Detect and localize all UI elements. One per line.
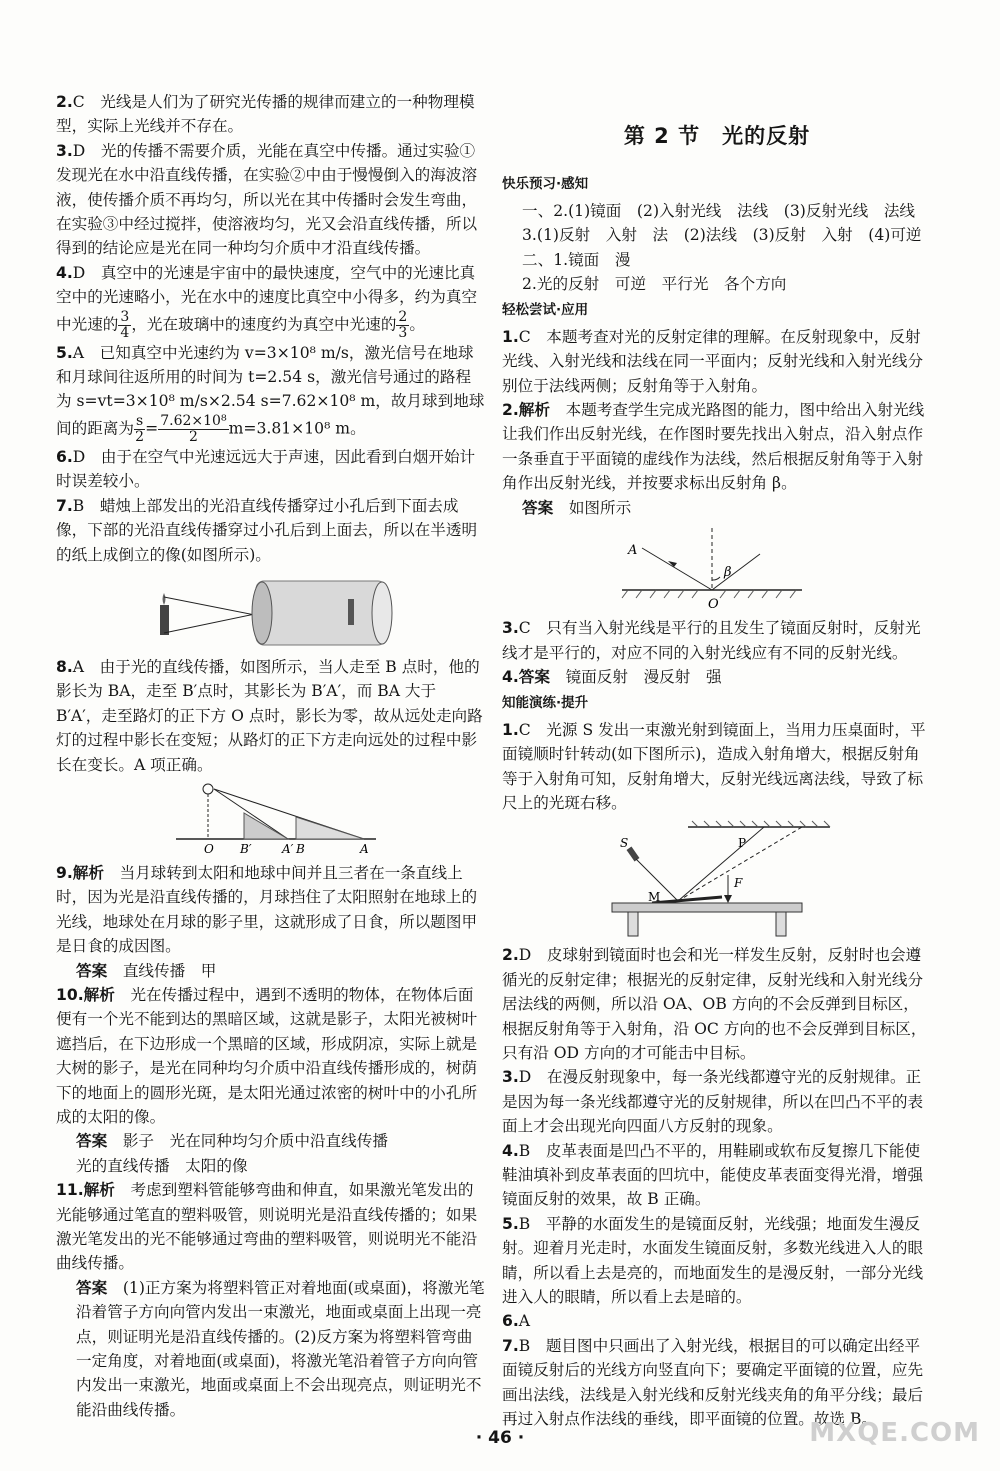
label-F: F	[734, 876, 743, 891]
try-item-2-answer: 答案 如图所示	[522, 498, 632, 517]
reflection-diagram-svg	[502, 524, 932, 610]
label-A: A	[628, 543, 638, 559]
pinhole-diagram-svg	[56, 571, 486, 649]
try-item-1: 1.C 本题考查对光的反射定律的理解。在反射现象中，反射光线、入射光线和法线在同一平面内；反射光线和入射光线分别位于法线两侧；反射角等于入射角。	[502, 327, 924, 395]
section-title: 第 2 节 光的反射	[623, 124, 811, 148]
preview-line-1: 一、2.(1)镜面 (2)入射光线 法线 (3)反射光线 法线	[522, 201, 916, 220]
answer-item-6: 6.D 由于在空气中光速远远大于声速，因此看到白烟开始计时误差较小。	[56, 447, 476, 491]
practice-item-2: 2.D 皮球射到镜面时也会和光一样发生反射，反射时也会遵循光的反射定律；根据光的反射定律，反射光线和入射光线分居法线的两侧，所以沿 OA、OB 方向的不会反弹到目标区，根据反射角等于入射角，沿 OC 方向的也不会反弹到目标区，只有沿 OD 方向的才可能击中目标。	[502, 946, 927, 1062]
practice-item-1: 1.C 光源 S 发出一束激光射到镜面上，当用力压桌面时，平面镜顺时针转动(如下图所示)，造成入射角增大，根据反射角等于入射角可知，反射角增大，反射光线远离法线，导致了标尺上的光斑右移。	[502, 720, 926, 812]
label-P: P	[738, 836, 747, 851]
fraction: $\frac{\text{7.62×10⁸}}{2}$	[160, 412, 227, 445]
preview-line-4: 2.光的反射 可逆 平行光 各个方向	[522, 275, 787, 294]
label-A: A	[360, 841, 369, 855]
label-O: O	[708, 597, 719, 611]
shadow-diagram-svg	[56, 781, 486, 855]
label-O: O	[204, 841, 214, 855]
answer-item-3: 3.D 光的传播不需要介质，光能在真空中传播。通过实验①发现光在水中沿直线传播，在实验②中由于慢慢倒入的海波溶液，使传播介质不再均匀，所以光在其中传播时会发生弯曲，在实验③中经过搅拌，使溶液均匀，光又会沿直线传播，所以得到的结论应是光在同一种均匀介质中才沿直线传播。	[56, 141, 478, 258]
table-mirror-diagram-svg	[502, 819, 932, 937]
practice-item-6: 6.A	[502, 1312, 531, 1331]
try-item-4: 4.答案 镜面反射 漫反射 强	[502, 667, 722, 686]
label-B: B	[296, 841, 305, 855]
label-M: M	[648, 890, 661, 905]
label-A-prime: A′	[282, 841, 294, 855]
subsection-preview: 快乐预习·感知	[502, 176, 589, 193]
practice-item-4: 4.B 皮革表面是凹凸不平的，用鞋刷或软布反复擦几下能使鞋油填补到皮革表面的凹坑中，能使皮革表面变得光滑，增强镜面反射的效果，故 B 正确。	[502, 1141, 924, 1209]
answer-item-2: 2.C 光线是人们为了研究光传播的规律而建立的一种物理模型，实际上光线并不存在。	[56, 93, 475, 136]
right-column	[502, 90, 932, 1431]
answer-item-11: 11.解析 考虑到塑料管能够弯曲和伸直，如果激光笔发出的光能够通过笔直的塑料吸管，则说明光是沿直线传播的；如果激光笔发出的光不能够通过弯曲的塑料吸管，则说明光不能沿曲线传播。	[56, 1181, 478, 1273]
fraction: $\frac{s}{2}$	[135, 412, 145, 445]
answer-item-9: 9.解析 当月球转到太阳和地球中间并且三者在一条直线上时，因为光是沿直线传播的，月球挡住了太阳照射在地球上的光线，地球处在月球的影子里，这就形成了日食，所以题图甲是日食的成因图。	[56, 863, 478, 956]
reflection-figure	[502, 524, 932, 610]
try-item-2: 2.解析 本题考查学生完成光路图的能力，图中给出入射光线让我们作出反射光线，在作图时要先找出入射点，沿入射点作一条垂直于平面镜的虚线作为法线，然后根据反射角等于入射角作出反射光线，并按要求标出反射角 β。	[502, 401, 925, 493]
practice-item-7: 7.B 题目图中只画出了入射光线，根据目的可以确定出经平面镜反射后的光线方向竖直向下；要确定平面镜的位置，应先画出法线，法线是入射光线和反射光线夹角的角平分线；最后再过入射点作法线的垂线，即平面镜的位置。故选 B。	[502, 1336, 924, 1429]
preview-line-3: 二、1.镜面 漫	[522, 250, 631, 269]
answer-item-7: 7.B 蜡烛上部发出的光沿直线传播穿过小孔后到下面去成像，下部的光沿直线传播穿过小孔后到上面去，所以在半透明的纸上成倒立的像(如图所示)。	[56, 496, 478, 564]
try-item-3: 3.C 只有当入射光线是平行的且发生了镜面反射时，反射光线才是平行的，对应不同的入射光线应有不同的反射光线。	[502, 619, 921, 662]
answer-item-4: 4.D 真空中的光速是宇宙中的最快速度，空气中的光速比真空中的光速略小，光在水中的速度比真空中小得多，约为真空中光速的 $\frac{3}{4}$ ，光在玻璃中的速度约为真空中光速的 $\frac{2}{3}$ 。	[56, 263, 478, 341]
fraction: $\frac{2}{3}$	[398, 308, 408, 341]
page-number: · 46 ·	[475, 1428, 525, 1448]
practice-item-5: 5.B 平静的水面发生的是镜面反射，光线强；地面发生漫反射。迎着月光走时，水面发生镜面反射，多数光线进入人的眼睛，所以看上去是亮的，而地面发生的是漫反射，一部分光线进入人的眼睛，所以看上去是暗的。	[502, 1214, 924, 1307]
pinhole-camera-figure	[56, 571, 486, 649]
subsection-try: 轻松尝试·应用	[502, 302, 589, 319]
answer-item-10: 10.解析 光在传播过程中，遇到不透明的物体，在物体后面便有一个光不能到达的黑暗区域，这就是影子，太阳光被树叶遮挡后，在下边形成一个黑暗的区域，形成阴凉，实际上就是大树的影子，是光在同种均匀介质中沿直线传播形成的，树荫下的地面上的圆形光斑，是太阳光通过浓密的树叶中的小孔所成的太阳的像。	[56, 985, 478, 1126]
street-lamp-shadow-figure	[56, 781, 486, 855]
answer-item-11-answer: 答案 (1)正方案为将塑料管正对着地面(或桌面)，将激光笔沿着管子方向向管内发出一束激光，地面或桌面上出现一亮点，则证明光是沿直线传播的。(2)反方案为将塑料管弯曲一定角度，对着地面(或桌面)，将激光笔沿着管子方向向管内发出一束激光，地面或桌面上不会出现亮点，则证明光不能沿曲线传播。	[76, 1278, 485, 1419]
table-mirror-figure	[502, 819, 932, 937]
left-column	[56, 90, 486, 1422]
answer-item-5: 5.A 已知真空中光速约为 v=3×10⁸ m/s，激光信号在地球和月球间往返所用的时间为 t=2.54 s，激光信号通过的路程为 s=vt=3×10⁸ m/s×2.54 s=7.62×10⁸ m，故月球到地球间的距离为 $\frac{s}{2}$ = $\frac{\text{7.62×10⁸}}{2}$ m=3.81×10⁸ m。	[56, 343, 485, 445]
answer-item-10-answer-2: 光的直线传播 太阳的像	[76, 1156, 248, 1175]
answer-item-9-answer: 答案 直线传播 甲	[76, 961, 217, 980]
label-B-prime: B′	[240, 841, 252, 855]
answer-item-8: 8.A 由于光的直线传播，如图所示，当人走至 B 点时，他的影长为 BA，走至 B′点时，其影长为 B′A′，而 BA 大于 B′A′，走至路灯的正下方 O 点时，影长为零，故从远处走向路灯的过程中影长在变短；从路灯的正下方走向远处的过程中影长在变长。A 项正确。	[56, 657, 483, 774]
subsection-practice: 知能演练·提升	[502, 695, 589, 712]
watermark: MXQE.COM	[809, 1418, 980, 1448]
practice-item-3: 3.D 在漫反射现象中，每一条光线都遵守光的反射规律。正是因为每一条光线都遵守光的反射规律，所以在凹凸不平的表面上才会出现光向四面八方反射的现象。	[502, 1068, 924, 1136]
answer-item-10-answer: 答案 影子 光在同种均匀介质中沿直线传播	[76, 1132, 388, 1151]
fraction: $\frac{3}{4}$	[120, 308, 130, 341]
label-beta: β	[724, 565, 732, 581]
preview-line-2: 3.(1)反射 入射 法 (2)法线 (3)反射 入射 (4)可逆	[522, 226, 922, 245]
label-S: S	[620, 836, 629, 851]
